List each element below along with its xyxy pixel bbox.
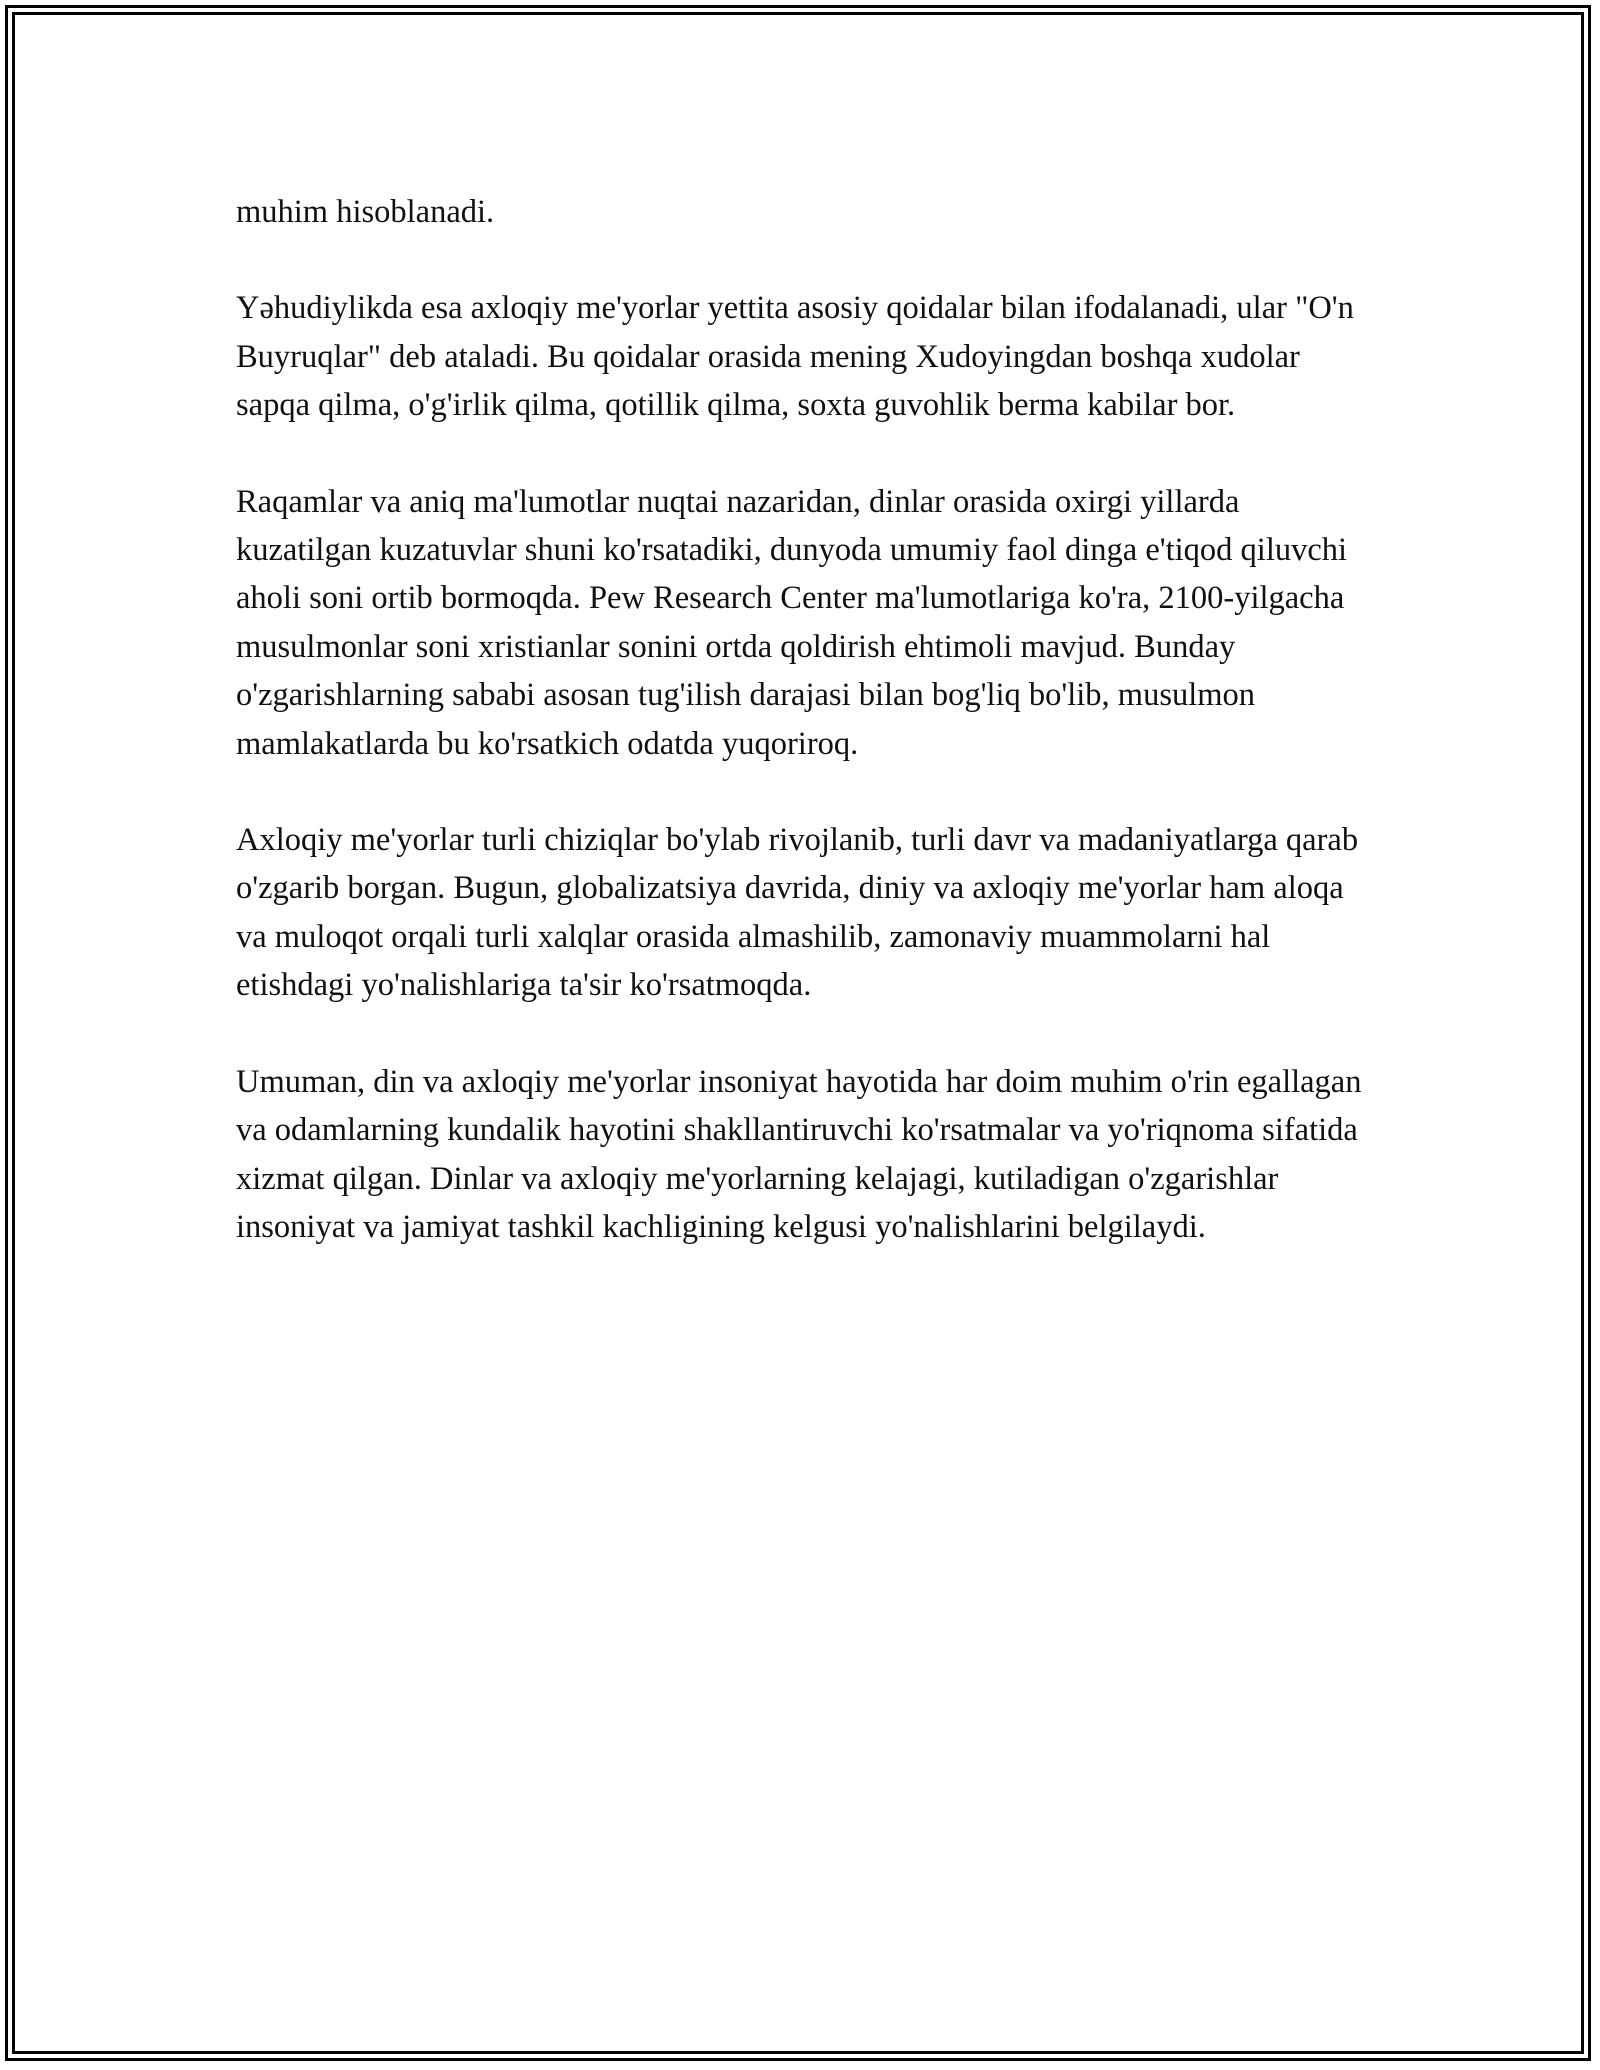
- paragraph-1: muhim hisoblanadi.: [236, 194, 495, 230]
- paragraph-3: Raqamlar va aniq ma'lumotlar nuqtai nazaridan, dinlar orasida oxirgi yillarda kuzatilgan kuzatuvlar shuni ko'rsatadiki, dunyoda umumiy faol dinga e'tiqod qiluvchi aholi soni ortib bormoqda. Pew Research Center ma'lumotlariga ko'ra, 2100-yilgacha musulmonlar soni xristianlar sonini ortda qoldirish ehtimoli mavjud. Bunday o'zgarishlarning sababi asosan tug'ilish darajasi bilan bog'liq bo'lib, musulmon mamlakatlarda bu ko'rsatkich odatda yuqoriroq.: [236, 483, 1348, 762]
- paragraph-4: Axloqiy me'yorlar turli chiziqlar bo'ylab rivojlanib, turli davr va madaniyatlarga qarab o'zgarib borgan. Bugun, globalizatsiya davrida, diniy va axloqiy me'yorlar ham aloqa va muloqot orqali turli xalqlar orasida almashilib, zamonaviy muammolarni hal etishdagi yo'nalishlariga ta'sir ko'rsatmoqda.: [236, 822, 1359, 1004]
- paragraph-2: Yəhudiylikda esa axloqiy me'yorlar yettita asosiy qoidalar bilan ifodalanadi, ular "O'n Buyruqlar" deb ataladi. Bu qoidalar orasida mening Xudoyingdan boshqa xudolar sapqa qilma, o'g'irlik qilma, qotillik qilma, soxta guvohlik berma kabilar bor.: [236, 290, 1354, 424]
- document-body: [236, 188, 1366, 1299]
- paragraph-5: Umuman, din va axloqiy me'yorlar insoniyat hayotida har doim muhim o'rin egallagan va odamlarning kundalik hayotini shakllantiruvchi ko'rsatmalar va yo'riqnoma sifatida xizmat qilgan. Dinlar va axloqiy me'yorlarning kelajagi, kutiladigan o'zgarishlar insoniyat va jamiyat tashkil kachligining kelgusi yo'nalishlarini belgilaydi.: [236, 1063, 1362, 1245]
